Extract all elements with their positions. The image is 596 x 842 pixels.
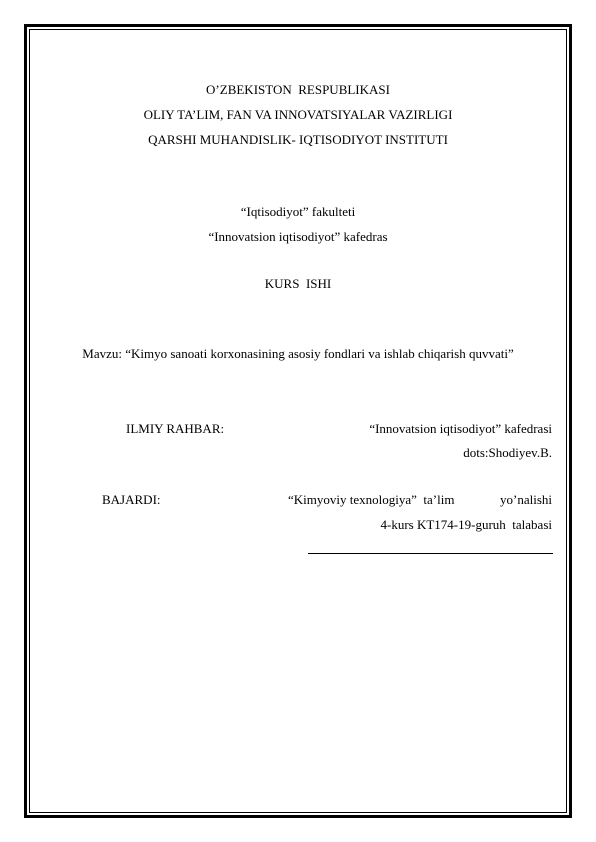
institute-title: QARSHI MUHANDISLIK- IQTISODIYOT INSTITUTI <box>148 132 448 147</box>
author-program: “Kimyoviy texnologiya” ta’lim <box>288 492 455 507</box>
author-label: BAJARDI: <box>102 492 161 507</box>
supervisor-label: ILMIY RAHBAR: <box>126 421 225 436</box>
author-program-direction: yo’nalishi <box>500 492 552 507</box>
signature-line <box>308 553 553 554</box>
faculty-name: “Iqtisodiyot” fakulteti <box>240 204 356 219</box>
country-title: O’ZBEKISTON RESPUBLIKASI <box>206 82 390 97</box>
supervisor-name: dots:Shodiyev.B. <box>463 445 552 460</box>
ministry-title: OLIY TA’LIM, FAN VA INNOVATSIYALAR VAZIRLIGI <box>143 107 453 122</box>
topic-line: Mavzu: “Kimyo sanoati korxonasining asosiy fondlari va ishlab chiqarish quvvati” <box>82 346 514 361</box>
document-type: KURS ISHI <box>264 276 332 291</box>
author-group: 4-kurs KT174-19-guruh talabasi <box>380 517 552 532</box>
supervisor-department: “Innovatsion iqtisodiyot” kafedrasi <box>369 421 552 436</box>
department-name: “Innovatsion iqtisodiyot” kafedras <box>208 229 388 244</box>
